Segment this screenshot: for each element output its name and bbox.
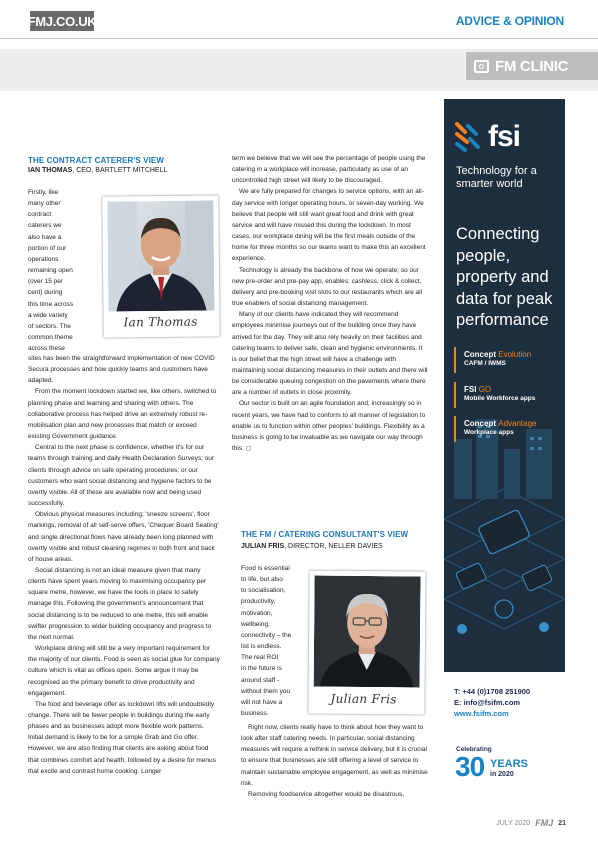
article2-wrap-text <box>241 563 309 719</box>
product-3-sub: Workplace apps <box>464 429 514 436</box>
city-illustration <box>444 399 565 672</box>
text-line: operations <box>28 255 59 263</box>
article1-byline <box>28 167 167 174</box>
section-label: ADVICE & OPINION <box>455 14 564 28</box>
text-line: (over 15 per <box>28 278 64 286</box>
ad-phone[interactable]: T: +44 (0)1708 251900 <box>454 687 531 696</box>
text-line: The real ROI <box>241 654 279 662</box>
ian-thomas-photo <box>102 195 219 337</box>
text-line: across these <box>28 345 65 353</box>
paragraph: sites has been the straightforward implementation of new COVID Secura processes and how quickly teams and customers have adapted. <box>28 355 215 385</box>
product-1-name: Concept <box>464 350 496 359</box>
portrait-julian-fris <box>314 576 421 688</box>
text-line: list is endless. <box>241 643 282 651</box>
paragraph: Right now, clients really have to think about how they want to look after staff catering needs. In particular, social distancing measures will require a rethink in service delivery, but it is crucial to ensure that businesses are still offering a level of service to maintain sustainable employee engagement, as well as minimise risk. <box>241 724 428 787</box>
text-line: to socialisation, <box>241 587 286 595</box>
signature-julian-fris: Julian Fris <box>330 691 397 707</box>
text-line: in the future is <box>241 665 282 673</box>
portrait-ian-thomas <box>107 200 214 311</box>
text-line: productivity, <box>241 598 276 606</box>
paragraph: Obvious physical measures including; 'sneeze screens', floor markings, removal of all self-serve offers, 'Chequer Board Seating' and single directional flows have already been long planned with overtly visible and robust cleaning regimes in both front and back of house areas. <box>28 511 219 563</box>
text-line: around staff - <box>241 676 280 684</box>
anniversary-in: in 2020 <box>490 771 514 778</box>
fsi-brand: fsi <box>488 120 521 153</box>
product-concept-advantage <box>464 419 565 436</box>
article1-body-col2 <box>232 153 428 454</box>
paragraph: The food and beverage offer as lockdown lifts will undoubtedly change. There will be fewer people in buildings during the early phases and as businesses adopt more flexible work patterns. Initial demand is likely to be for a simple Grab and Go offer. However, we are also finding that clients are asking about food that combines comfort and health, followed by a desire for menus that excite and contrast home cooking. Longer <box>28 700 216 775</box>
article2-author: JULIAN FRIS <box>241 543 285 550</box>
article1-wrap-text <box>28 187 100 354</box>
product-2-sub: Mobile Workforce apps <box>464 395 536 402</box>
article1-author: IAN THOMAS <box>28 167 73 174</box>
product-2-name: FSI <box>464 385 477 394</box>
text-line: Firstly, like <box>28 189 59 196</box>
site-badge[interactable]: FMJ.CO.UK <box>30 11 94 31</box>
text-line: Food is essential <box>241 565 290 572</box>
article1-heading: THE CONTRACT CATERER'S VIEW <box>28 156 165 165</box>
text-line: portion of our <box>28 244 67 252</box>
anniversary-number: 30 <box>455 751 485 782</box>
product-fsi-go <box>464 385 565 402</box>
text-line: wellbeing, <box>241 620 270 628</box>
ad-email[interactable]: E: info@fsifm.com <box>454 698 521 707</box>
text-line: business. <box>241 710 269 718</box>
text-line: of sectors. The <box>28 322 71 330</box>
text-line: will not have a <box>241 698 283 706</box>
text-line: motivation, <box>241 609 273 617</box>
signature-ian-thomas: Ian Thomas <box>123 314 198 330</box>
footer-brand: FMJ <box>535 818 554 828</box>
text-line: cent) during <box>28 289 63 297</box>
paragraph: From the moment lockdown started we, like others, switched to planning phase and learning and sharing with others. The collaborative process has helped drive an extremely robust re-mobilisation plan and new processes that match or exceed existing Government guidance. <box>28 388 217 441</box>
article2-role: , DIRECTOR, NELLER DAVIES <box>284 543 383 550</box>
fsi-logo-icon <box>454 122 482 152</box>
article2-byline <box>241 543 383 550</box>
fsi-logo <box>454 122 565 152</box>
fsi-advert[interactable] <box>444 99 565 794</box>
advantage-bar <box>454 416 456 442</box>
fsi-headline: Connecting people, property and data for peak performance <box>456 225 553 329</box>
paragraph: Social distancing is not an ideal measure given that many clients have spent years moving to maximising occupancy per square metre, however, we have the tools in place to safely manage this. Following the government's announcement that social distancing is to be reduced to one metre, this will enable swifter progression to wider building occupancy and progress to the next normal. <box>28 566 212 641</box>
product-2-accent: GO <box>478 385 492 394</box>
paragraph: We are fully prepared for changes to service options, with an all-day service with longer operating hours, or seven-day working. We believe that people will still want great food and drink with great service and will have missed this during the lockdown. In most cases, our workplace dining will be the first meals outside of the home for three months so our teams want to make this an excellent experience. <box>232 188 426 263</box>
text-line: contract <box>28 211 52 219</box>
paragraph: Central to the next phase is confidence, whether it's for our teams through training and daily Health Declaration Surveys; our clients through advice on safe operating procedures; or our customers who want social distancing and hygiene factors to be overtly visible. All of these are available now and being used successfully. <box>28 444 215 508</box>
paragraph: Removing foodservice altogether would be disastrous, <box>248 790 405 798</box>
paragraph: Technology is already the backbone of how we operate; so our new pre-order and pre-pay app, enables; cashless, click & collect, delivery and pre-booking visit slots to our restaurants which are all true enablers of social distancing management. <box>232 266 423 308</box>
text-line: to life, but also <box>241 576 283 584</box>
product-3-name: Concept <box>464 419 496 428</box>
ad-contact <box>454 686 530 719</box>
fm-clinic-label: FM CLINIC <box>495 57 569 75</box>
anniversary-years: YEARS <box>490 758 528 770</box>
paragraph: term we believe that we will see the percentage of people using the catering in a workplace will increase, particularly as use of an uncontrolled high street will likely to be discouraged. <box>232 155 426 185</box>
ad-contact-panel <box>444 672 565 794</box>
footer-date: JULY 2020 <box>496 819 531 827</box>
go-bar <box>454 382 456 408</box>
article1-body-col1 <box>28 353 220 777</box>
julian-fris-photo <box>308 570 425 714</box>
text-line: caterers we <box>28 222 62 230</box>
article1-role: , CEO, BARTLETT MITCHELL <box>72 167 168 174</box>
page-number: 21 <box>558 819 566 827</box>
text-line: connectivity – the <box>241 631 292 639</box>
briefcase-icon <box>474 60 489 73</box>
evolution-bar <box>454 347 456 373</box>
page-footer <box>496 818 566 828</box>
product-3-accent: Advantage <box>498 419 537 428</box>
text-line: many other <box>28 200 61 208</box>
product-concept-evolution <box>464 350 565 367</box>
text-line: this time across <box>28 300 74 308</box>
celebrating-label: Celebrating <box>456 746 492 753</box>
fm-clinic-tab <box>466 52 598 80</box>
paragraph: Our sector is built on an agile foundation and, increasingly so in recent years, we have had to conform to all manner of legislation to enable us to function within other peoples' buildings. Flexibility as a business is going to be invaluable as we navigate our way through this. ◻ <box>232 400 426 453</box>
text-line: without them you <box>241 687 291 695</box>
article2-body <box>241 722 431 800</box>
ad-website[interactable]: www.fsifm.com <box>454 709 509 718</box>
article2-heading: THE FM / CATERING CONSULTANT'S VIEW <box>241 530 409 539</box>
text-line: also have a <box>28 233 62 241</box>
paragraph: Many of our clients have indicated they will recommend employees minimise journeys out of the building once they have arrived for the day. They will also rely heavily on their facilities and catering teams to deliver safe, clean and hygienic environments. It is our belief that the high street will have a challenge with maintaining social distancing measures in their outlets and there will be considerable queuing congestion on the pavements where there are a number of outlets in close proximity. <box>232 311 428 397</box>
paragraph: Workplace dining will still be a very important requirement for the majority of our clients. Food is seen as social glue for company culture which is vital as offices open. Some argue it may be recognised as the primary benefit to drive productivity and engagement. <box>28 645 220 697</box>
fsi-tagline: Technology for a smarter world <box>456 165 537 190</box>
header-rule <box>0 38 598 39</box>
text-line: a wide variety <box>28 311 68 319</box>
text-line: remaining open <box>28 267 73 275</box>
text-line: common theme <box>28 334 73 342</box>
product-1-sub: CAFM / IWMS <box>464 360 506 367</box>
product-1-accent: Evolution <box>498 350 532 359</box>
